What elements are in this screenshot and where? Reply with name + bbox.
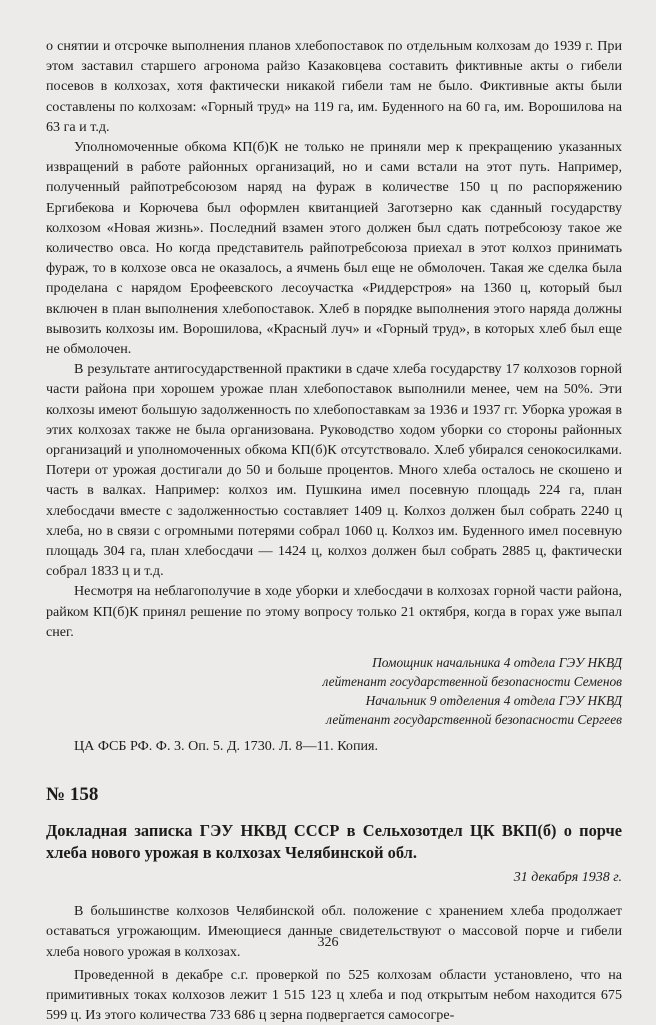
paragraph: В большинстве колхозов Челябинской обл. положение с хранением хлеба продолжает оставаться угрожающим. Имеющиеся данные свидетельствуют о массовой порче и гибели хлеба нового урожая в колхозах. <box>46 903 622 960</box>
paragraph: В результате антигосударственной практики в сдаче хлеба государству 17 колхозов горной части района при хорошем урожае план хлебопоставок выполнили менее, чем на 50%. Эти колхозы имеют большую задолженность по хлебопоставкам за 1936 и 1937 гг. Уборка урожая в этих колхозах также не была организована. Руководство ходом уборки со стороны районных организаций и уполномоченных обкома КП(б)К отсутствовало. Хлеб убирался сенокосилками. Потери от урожая достигали до 50 и больше процентов. Много хлеба осталось не скошено и часть в валках. Например: колхоз им. Пушкина имел посевную площадь 224 га, план хлебосдачи вместе с задолженностью составляет 1409 ц. Колхоз должен был собрать 2240 ц хлеба, но в связи с огромными потерями собрал 1060 ц. Колхоз им. Буденного имел посевную площадь 304 га, план хлебосдачи — 1424 ц, колхоз должен был собрать 2885 ц, фактически собрал 1833 ц и т.д. <box>46 361 622 580</box>
document-number: № 158 <box>46 784 99 806</box>
signature-block <box>46 653 622 729</box>
document-date: 31 декабря 1938 г. <box>513 870 622 886</box>
paragraph: Несмотря на неблагополучие в ходе уборки и хлебосдачи в колхозах горной части района, райком КП(б)К принял решение по этому вопросу только 21 октября, когда в горах уже выпал снег. <box>46 583 622 640</box>
document-body <box>46 901 622 1025</box>
previous-document-body <box>46 36 622 642</box>
signature-line: Начальник 9 отделения 4 отдела ГЭУ НКВД <box>365 693 622 709</box>
page-number: 326 <box>317 935 339 950</box>
signature-line: Помощник начальника 4 отдела ГЭУ НКВД <box>372 655 622 671</box>
paragraph: Проведенной в декабре с.г. проверкой по 525 колхозам области установлено, что на примитивных токах колхозов лежит 1 515 123 ц хлеба и под открытым небом находится 675 599 ц. Из этого количества 733 686 ц зерна подвергается самосогре- <box>46 966 622 1024</box>
signature-line: лейтенант государственной безопасности Семенов <box>322 674 622 690</box>
paragraph: о снятии и отсрочке выполнения планов хлебопоставок по отдельным колхозам до 1939 г. При этом заставил старшего агронома райзо Казаковцева составить фиктивные акты о гибели посевов в колхозах, хотя фактически никакой гибели там не было. Фиктивные акты были составлены по колхозам: «Горный труд» на 119 га, им. Буденного на 60 га, им. Ворошилова на 63 га и т.д. <box>46 38 622 135</box>
paragraph: Уполномоченные обкома КП(б)К не только не приняли мер к прекращению указанных извращений в работе районных организаций, но и сами встали на этот путь. Например, полученный райпотребсоюзом наряд на фураж в количестве 150 ц по распоряжению Ергибекова и Корючева был оформлен квитанцией Заготзерно как сданный государству колхозом «Новая жизнь». Последний взамен этого должен был сдать потребсоюзу такое же количество овса. Но когда представитель райпотребсоюза приехал в этот колхоз принимать фураж, то в колхозе овса не оказалось, а ячмень был еще не обмолочен. Такая же сделка была проделана с нарядом Ерофеевского лесоучастка «Риддерстроя» на 1360 ц, который был включен в план выполнения хлебопоставок. Хлеб в порядке выполнения этого наряда должны вывозить колхозы им. Ворошилова, «Красный луч» и «Горный труд», в которых хлеб был еще не обмолочен. <box>46 139 622 358</box>
document-title: Докладная записка ГЭУ НКВД СССР в Сельхозотдел ЦК ВКП(б) о порче хлеба нового урожая в колхозах Челябинской обл. <box>46 821 622 863</box>
archive-source: ЦА ФСБ РФ. Ф. 3. Оп. 5. Д. 1730. Л. 8—11. Копия. <box>74 738 379 755</box>
signature-line: лейтенант государственной безопасности Сергеев <box>326 712 622 728</box>
